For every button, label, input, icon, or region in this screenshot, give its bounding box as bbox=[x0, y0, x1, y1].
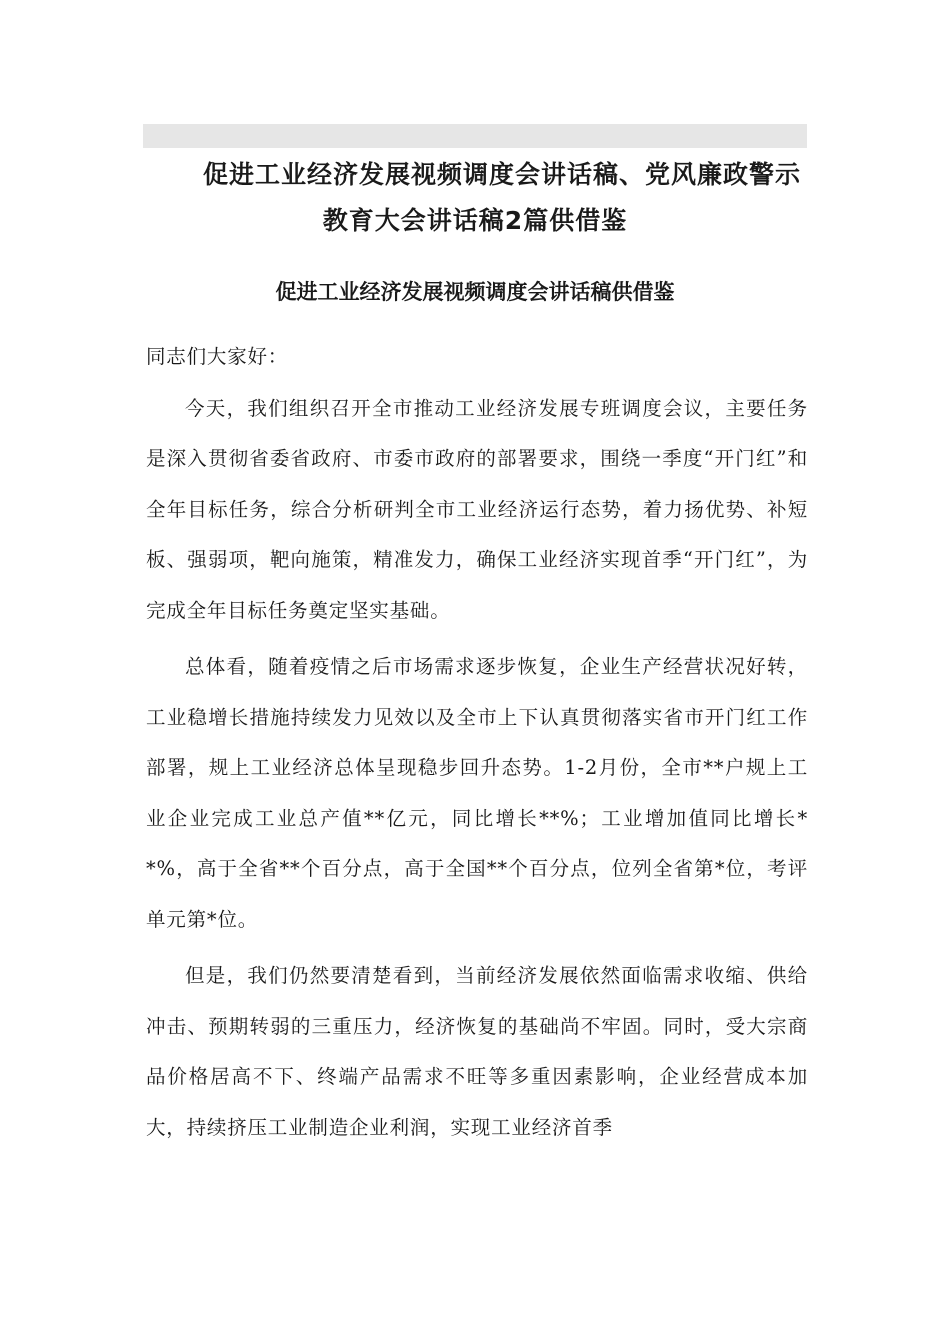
greeting: 同志们大家好： bbox=[146, 345, 289, 368]
title-line-1: 促进工业经济发展视频调度会讲话稿、党风廉政警示 bbox=[202, 160, 801, 189]
header-bar bbox=[143, 124, 807, 148]
document-title bbox=[143, 152, 807, 244]
paragraph: 今天，我们组织召开全市推动工业经济发展专班调度会议，主要任务是深入贯彻省委省政府、市委市政府的部署要求，围绕一季度“开门红”和全年目标任务，综合分析研判全市工业经济运行态势，着力扬优势、补短板、强弱项，靶向施策，精准发力，确保工业经济实现首季“开门红”，为完成全年目标任务奠定坚实基础。 bbox=[146, 396, 808, 622]
title-line-2: 教育大会讲话稿2篇供借鉴 bbox=[322, 206, 628, 235]
section-subtitle: 促进工业经济发展视频调度会讲话稿供借鉴 bbox=[275, 280, 675, 304]
document-body bbox=[146, 332, 808, 1159]
paragraph: 总体看，随着疫情之后市场需求逐步恢复，企业生产经营状况好转，工业稳增长措施持续发力见效以及全市上下认真贯彻落实省市开门红工作部署，规上工业经济总体呈现稳步回升态势。1-2月份，全市**户规上工业企业完成工业总产值**亿元，同比增长**%；工业增加值同比增长**%，高于全省**个百分点，高于全国**个百分点，位列全省第*位，考评单元第*位。 bbox=[146, 655, 808, 931]
paragraph: 但是，我们仍然要清楚看到，当前经济发展依然面临需求收缩、供给冲击、预期转弱的三重压力，经济恢复的基础尚不牢固。同时，受大宗商品价格居高不下、终端产品需求不旺等多重因素影响，企业经营成本加大，持续挤压工业制造企业利润，实现工业经济首季 bbox=[146, 964, 808, 1139]
